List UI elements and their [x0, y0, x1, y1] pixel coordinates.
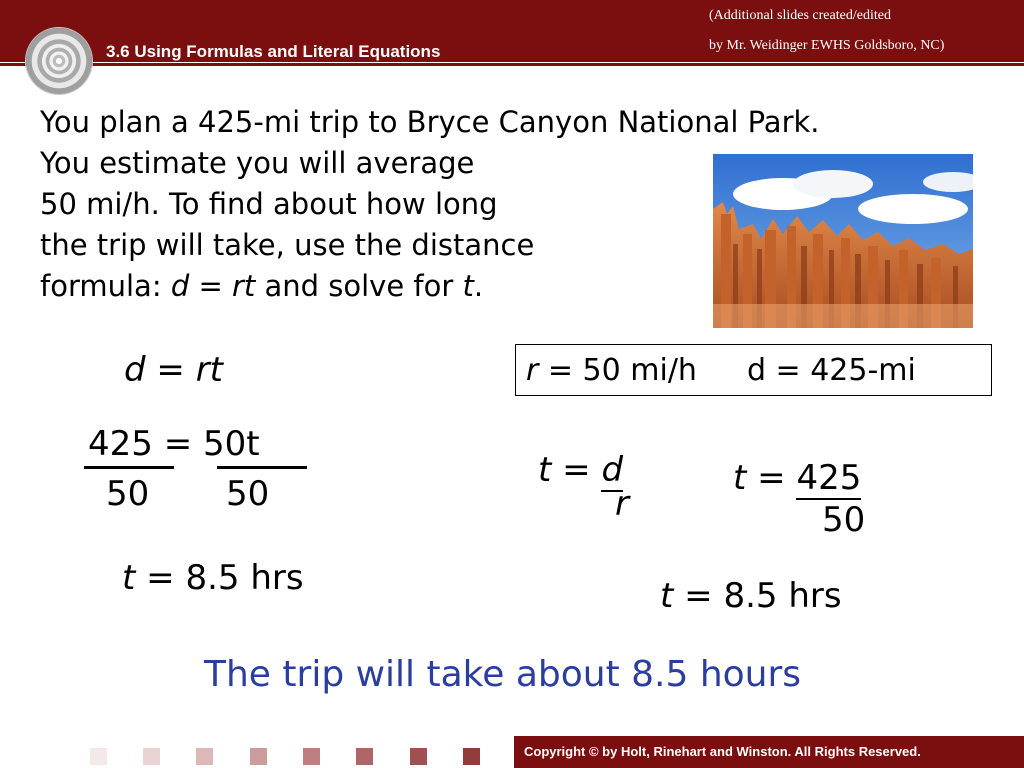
formula-operator: = — [145, 350, 196, 390]
problem-text: and solve for — [255, 269, 463, 303]
decor-square — [196, 748, 213, 765]
given-value: d = 425-mi — [746, 353, 916, 388]
fraction-bar — [84, 466, 174, 469]
decor-square — [356, 748, 373, 765]
problem-text: . — [473, 269, 484, 303]
result-variable: t — [122, 558, 136, 598]
denominator: r — [615, 484, 629, 524]
bryce-canyon-photo — [713, 154, 973, 328]
equals-sign: = — [163, 424, 193, 464]
result-value: = 8.5 hrs — [135, 558, 304, 598]
formula-variable: t — [538, 450, 552, 490]
decor-square — [90, 748, 107, 765]
conclusion-text: The trip will take about 8.5 hours — [204, 654, 802, 695]
disc-logo-icon — [26, 28, 92, 94]
decor-square — [143, 748, 160, 765]
credit-line-1: (Additional slides created/edited — [709, 8, 891, 23]
decor-square — [250, 748, 267, 765]
formula-variable: rt — [231, 269, 256, 303]
problem-text: formula: — [40, 269, 171, 303]
decor-square — [410, 748, 427, 765]
t-equals-425-over-50 — [733, 458, 861, 498]
equation-numerator-left — [88, 424, 260, 464]
formula-variable: t — [462, 269, 474, 303]
formula-variable: rt — [195, 350, 224, 390]
given-variable: r — [526, 353, 539, 388]
problem-line: You estimate you will average — [40, 146, 475, 180]
t-equals-d-over-r — [538, 450, 623, 490]
credit-line-2: by Mr. Weidinger EWHS Goldsboro, NC) — [709, 38, 945, 53]
formula-variable: d — [124, 350, 146, 390]
numerator: 50t — [203, 424, 260, 464]
title-underline — [0, 63, 1024, 66]
numerator: d — [601, 450, 624, 490]
result-left — [122, 558, 304, 598]
denominator: 50 — [822, 500, 866, 540]
formula-variable: d — [170, 269, 190, 303]
denominator: 50 — [226, 474, 270, 514]
formula-operator: = — [189, 269, 232, 303]
fraction-bar — [217, 466, 307, 469]
formula-operator: = — [746, 458, 797, 498]
given-values-box — [515, 344, 992, 396]
formula-d-equals-rt — [124, 350, 223, 390]
formula-variable: t — [733, 458, 747, 498]
denominator: 50 — [106, 474, 150, 514]
decor-square — [463, 748, 480, 765]
problem-line: You plan a 425-mi trip to Bryce Canyon National Park. — [40, 105, 820, 139]
numerator: 425 — [796, 458, 862, 498]
given-value: = 50 mi/h — [538, 353, 697, 388]
problem-line: the trip will take, use the distance — [40, 228, 535, 262]
problem-line: 50 mi/h. To find about how long — [40, 187, 498, 221]
formula-operator: = — [551, 450, 602, 490]
decor-square — [303, 748, 320, 765]
section-title: 3.6 Using Formulas and Literal Equations — [106, 42, 441, 61]
result-right — [660, 576, 842, 616]
copyright-text: Copyright © by Holt, Rinehart and Winston. All Rights Reserved. — [524, 744, 921, 759]
numerator: 425 — [88, 424, 153, 464]
result-value: = 8.5 hrs — [673, 576, 842, 616]
result-variable: t — [660, 576, 674, 616]
